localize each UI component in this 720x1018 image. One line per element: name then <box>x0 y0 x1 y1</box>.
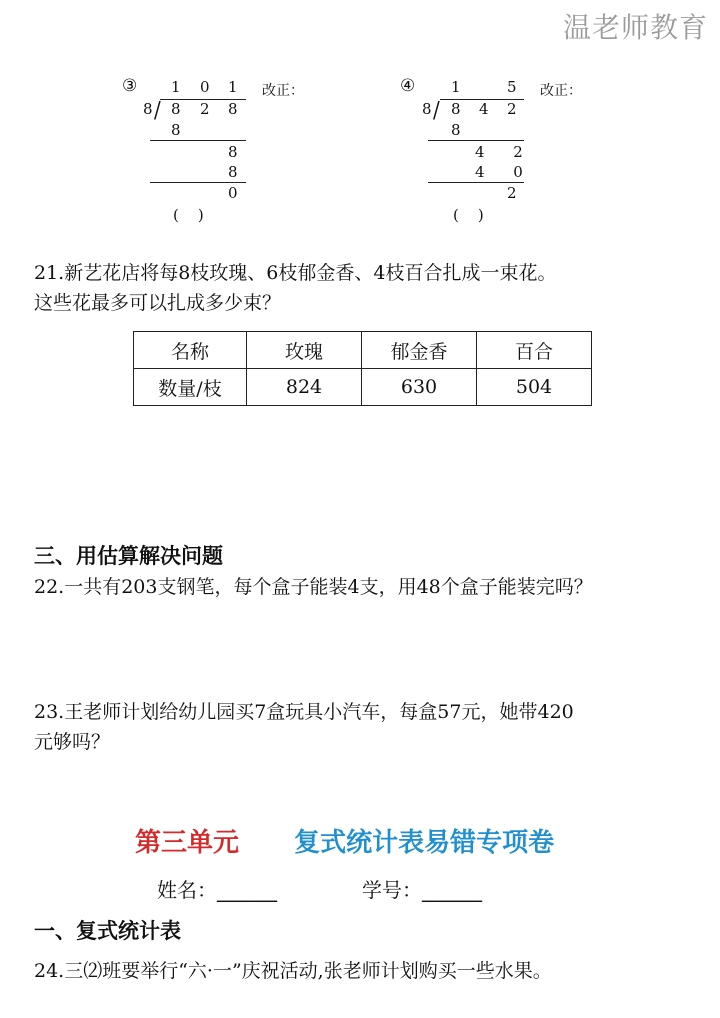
question-24: 24.三⑵班要举行“六·一”庆祝活动,张老师计划购买一些水果。 <box>34 960 552 982</box>
step-line <box>428 140 524 141</box>
table-cell: 名称 <box>134 332 247 369</box>
correction-label: 改正： <box>540 83 582 99</box>
student-id-field: 学号：______ <box>362 878 482 902</box>
table-cell: 504 <box>477 369 592 406</box>
quotient-digit: 0 <box>200 78 210 96</box>
unit-subject: 复式统计表易错专项卷 <box>294 828 555 858</box>
section-title: 一、复式统计表 <box>34 919 181 943</box>
step-value: 8 <box>171 121 181 139</box>
step-value: 8 <box>228 143 238 161</box>
section-title: 三、用估算解决问题 <box>34 544 223 568</box>
question-23 <box>34 697 574 757</box>
watermark: 温老师教育 <box>562 11 708 44</box>
quotient-digit: 1 <box>228 78 238 96</box>
step-value: 2 <box>507 184 517 202</box>
table-cell: 郁金香 <box>362 332 477 369</box>
question-21 <box>34 258 556 318</box>
table-cell: 630 <box>362 369 477 406</box>
table-cell: 824 <box>247 369 362 406</box>
quotient-digit: 1 <box>451 78 461 96</box>
unit-title <box>135 822 554 859</box>
question-text: 这些花最多可以扎成多少束？ <box>34 292 282 314</box>
problem-index: ④ <box>400 76 416 96</box>
dividend-digit: 2 <box>200 100 210 118</box>
division-bracket: / <box>154 96 161 124</box>
step-line <box>150 182 246 183</box>
dividend-digit: 8 <box>171 100 181 118</box>
step-value: 8 <box>451 121 461 139</box>
question-text: 23.王老师计划给幼儿园买7盒玩具小汽车，每盒57元，她带420 <box>34 701 574 723</box>
divisor: 8 <box>143 100 153 118</box>
quotient-digit: 5 <box>507 78 517 96</box>
dividend-digit: 4 <box>479 100 489 118</box>
flower-table <box>133 331 592 406</box>
dividend-digit: 8 <box>228 100 238 118</box>
step-line <box>150 140 246 141</box>
step-value: 8 <box>228 163 238 181</box>
step-value: 4 0 <box>475 163 535 181</box>
correction-label: 改正： <box>262 83 304 99</box>
step-value: 0 <box>228 184 238 202</box>
dividend-digit: 8 <box>451 100 461 118</box>
division-bracket: / <box>433 96 440 124</box>
answer-paren: ( ) <box>453 206 484 224</box>
question-22: 22.一共有203支钢笔，每个盒子能装4支，用48个盒子能装完吗？ <box>34 576 593 598</box>
table-cell: 玫瑰 <box>247 332 362 369</box>
step-value: 4 2 <box>475 143 535 161</box>
table-cell: 数量/枝 <box>134 369 247 406</box>
problem-index: ③ <box>122 76 138 96</box>
quotient-digit: 1 <box>171 78 181 96</box>
divisor: 8 <box>422 100 432 118</box>
table-row <box>134 369 592 406</box>
table-header-row <box>134 332 592 369</box>
name-field: 姓名：______ <box>157 878 277 902</box>
table-cell: 百合 <box>477 332 592 369</box>
question-text: 元够吗？ <box>34 731 111 753</box>
step-line <box>428 182 524 183</box>
answer-paren: ( ) <box>173 206 204 224</box>
dividend-digit: 2 <box>507 100 517 118</box>
unit-number: 第三单元 <box>135 828 240 858</box>
question-text: 21.新艺花店将每8枝玫瑰、6枝郁金香、4枝百合扎成一束花。 <box>34 262 557 284</box>
